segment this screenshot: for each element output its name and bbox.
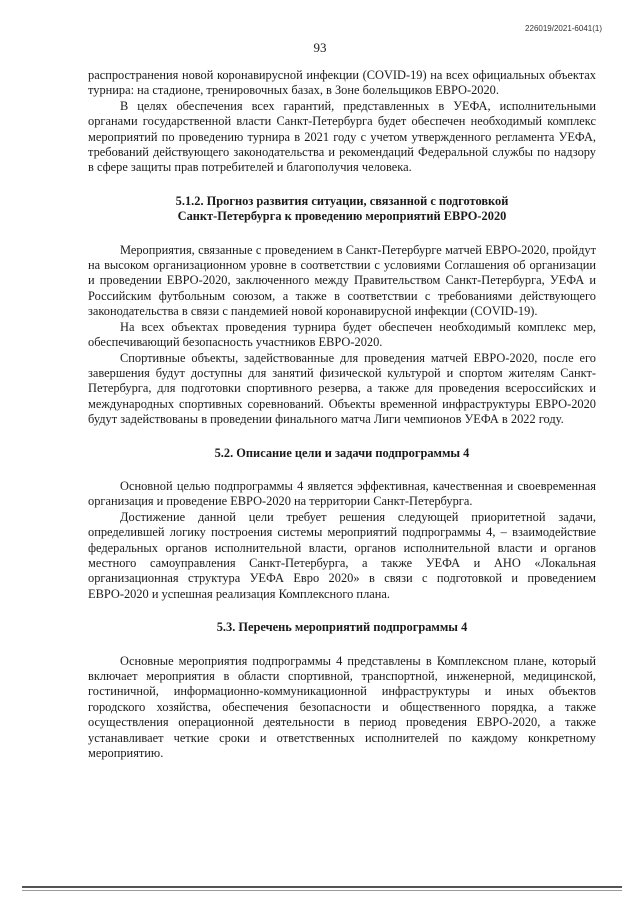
document-id: 226019/2021-6041(1)	[525, 24, 602, 33]
page-body	[88, 68, 596, 761]
bottom-scan-edge-thin	[22, 890, 622, 891]
paragraph-task: Достижение данной цели требует решения следующей приоритетной задачи, определившей логику построения системы мероприятий подпрограммы 4, – взаимодействие федеральных органов исполнительной власти, органов исполнительной власти и органов местного самоуправления Санкт-Петербурга, а также УЕФА и АНО «Локальная организационная структура УЕФА Евро 2020» в связи с подготовкой и проведением ЕВРО-2020 и успешная реализация Комплексного плана.	[88, 509, 596, 601]
paragraph-continuation: распространения новой коронавирусной инфекции (COVID-19) на всех официальных объектах турнира: на стадионе, тренировочных базах, в Зоне болельщиков ЕВРО-2020.	[88, 68, 596, 98]
section-heading-5-1-2-line2: Санкт-Петербурга к проведению мероприятий ЕВРО-2020	[177, 209, 507, 224]
section-heading-5-1-2-line1: 5.1.2. Прогноз развития ситуации, связанной с подготовкой	[175, 193, 509, 208]
paragraph-events: Мероприятия, связанные с проведением в Санкт-Петербурге матчей ЕВРО-2020, пройдут на высоком организационном уровне в соответствии с условиями Соглашения об организации и проведении ЕВРО-2020, заключенного между Правительством Санкт-Петербурга, УЕФА и Российским футбольным союзом, а также в соответствии с требованиями действующего законодательства в связи с пандемией новой коронавирусной инфекции (COVID-19).	[88, 242, 596, 319]
section-heading-5-3: 5.3. Перечень мероприятий подпрограммы 4	[216, 620, 468, 635]
page-number: 93	[313, 40, 327, 55]
paragraph-sport-facilities: Спортивные объекты, задействованные для проведения матчей ЕВРО-2020, после его завершения будут доступны для занятий физической культурой и спортом жителям Санкт-Петербурга, для подготовки спортивного резерва, а также для проведения всероссийских и международных спортивных соревнований. Объекты временной инфраструктуры ЕВРО-2020 будут задействованы в проведении финального матча Лиги чемпионов УЕФА в 2022 году.	[88, 350, 596, 427]
paragraph-measures: Основные мероприятия подпрограммы 4 представлены в Комплексном плане, который включает мероприятия в области спортивной, транспортной, инженерной, медицинской, гостиничной, информационно-коммуникационной инфраструктуры и иных объектов городского хозяйства, обеспечения безопасности и общественного порядка, а также осуществления операционной деятельности в период проведения ЕВРО-2020, а также устанавливает четкие сроки и ответственных исполнителей по каждому конкретному мероприятию.	[88, 653, 596, 761]
paragraph-goal: Основной целью подпрограммы 4 является эффективная, качественная и своевременная организация и проведение ЕВРО-2020 на территории Санкт-Петербурга.	[88, 478, 596, 509]
paragraph-safety: На всех объектах проведения турнира будет обеспечен необходимый комплекс мер, обеспечивающий безопасность участников ЕВРО-2020.	[88, 319, 596, 350]
bottom-scan-edge	[22, 886, 622, 888]
paragraph-guarantees: В целях обеспечения всех гарантий, представленных в УЕФА, исполнительными органами государственной власти Санкт-Петербурга будет обеспечен необходимый комплекс мероприятий по проведению турнира в 2021 году с учетом утвержденного регламента УЕФА, требований действующего законодательства и рекомендаций Федеральной службы по надзору в сфере защиты прав потребителей и благополучия человека.	[88, 98, 596, 175]
section-heading-5-2: 5.2. Описание цели и задачи подпрограммы 4	[214, 445, 470, 460]
